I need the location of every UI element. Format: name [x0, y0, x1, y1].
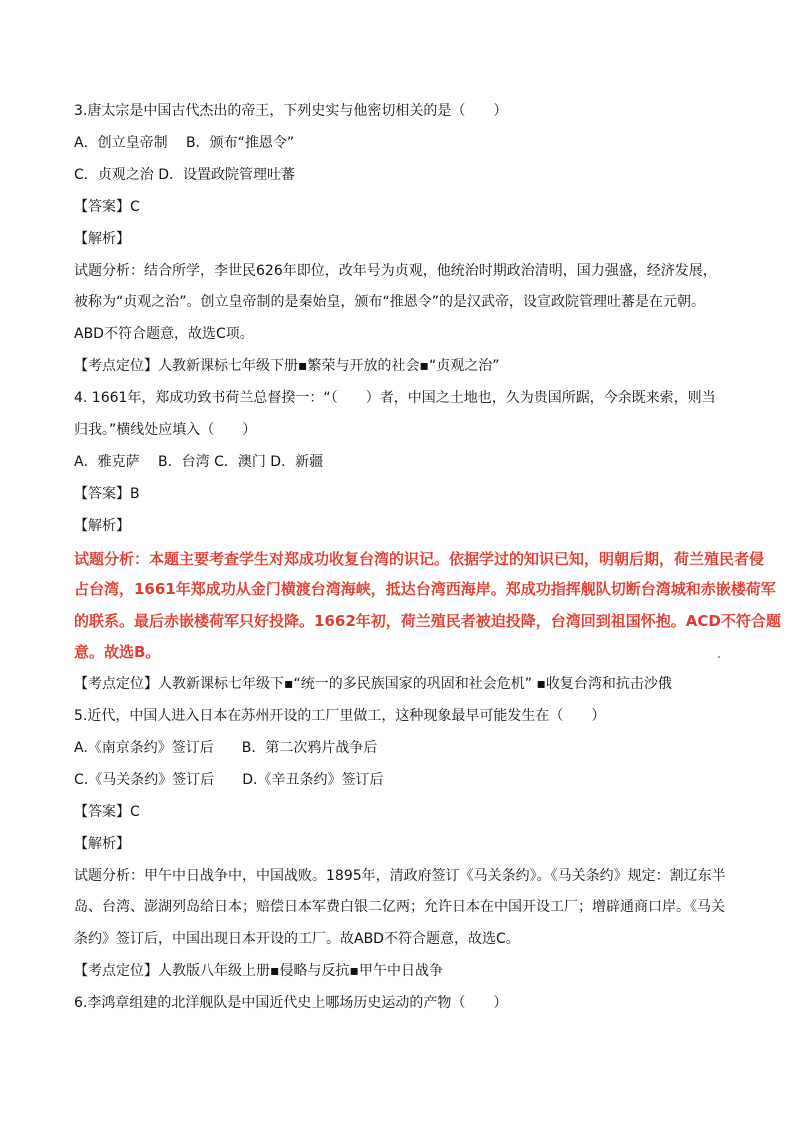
q4-analysis-line-1: 试题分析：本题主要考查学生对郑成功收复台湾的识记。依据学过的知识已知，明朝后期，荷兰殖民者侵 [74, 550, 765, 568]
q3-analysis-label: 【解析】 [74, 231, 130, 247]
q4-answer: 【答案】B [74, 486, 140, 502]
q5-answer: 【答案】C [74, 804, 140, 820]
q3-analysis-line-2: 被称为“贞观之治”。创立皇帝制的是秦始皇，颁布“推恩令”的是汉武帝，设宣政院管理吐蕃是在元朝。 [74, 294, 706, 310]
q3-options-1: A．创立皇帝制 B．颁布“推恩令” [74, 135, 295, 151]
stray-dot [718, 656, 720, 658]
q4-analysis-label: 【解析】 [74, 518, 130, 534]
q5-analysis-line-1: 试题分析：甲午中日战争中，中国战败。1895年，清政府签订《马关条约》。《马关条约》规定：割辽东半 [74, 868, 726, 884]
q3-question: 3.唐太宗是中国古代杰出的帝王，下列史实与他密切相关的是（ ） [74, 103, 508, 119]
q5-analysis-line-2: 岛、台湾、澎湖列岛给日本；赔偿日本军费白银二亿两；允许日本在中国开设工厂；增辟通商口岸。《马关 [74, 899, 725, 915]
q5-options-1: A.《南京条约》签订后 B．第二次鸦片战争后 [74, 740, 378, 756]
q3-analysis-line-3: ABD不符合题意，故选C项。 [74, 326, 254, 342]
q3-options-2: C．贞观之治 D．设置政院管理吐蕃 [74, 167, 296, 183]
q5-analysis-line-3: 条约》签订后，中国出现日本开设的工厂。故ABD不符合题意，故选C。 [74, 931, 520, 947]
q3-kaodian: 【考点定位】人教新课标七年级下册▪繁荣与开放的社会▪“贞观之治” [74, 358, 500, 374]
q3-analysis-line-1: 试题分析：结合所学，李世民626年即位，改年号为贞观，他统治时期政治清明，国力强盛，经济发展， [74, 263, 717, 279]
q4-analysis-line-3: 的联系。最后赤嵌楼荷军只好投降。1662年初，荷兰殖民者被迫投降，台湾回到祖国怀抱。ACD不符合题 [74, 612, 781, 630]
q5-analysis-label: 【解析】 [74, 836, 130, 852]
q4-analysis-line-2: 占台湾，1661年郑成功从金门横渡台湾海峡，抵达台湾西海岸。郑成功指挥舰队切断台湾城和赤嵌楼荷军 [74, 580, 776, 598]
q3-answer: 【答案】C [74, 199, 140, 215]
q4-kaodian: 【考点定位】人教新课标七年级下▪“统一的多民族国家的巩固和社会危机” ▪收复台湾和抗击沙俄 [74, 676, 672, 692]
q4-analysis-line-4: 意。故选B。 [74, 643, 161, 661]
q4-question-line-2: 归我。”横线处应填入（ ） [74, 422, 257, 438]
q5-options-2: C.《马关条约》签订后 D.《辛丑条约》签订后 [74, 772, 384, 788]
q4-options: A．雅克萨 B．台湾 C．澳门 D．新疆 [74, 454, 324, 470]
q5-question: 5.近代，中国人进入日本在苏州开设的工厂里做工，这种现象最早可能发生在（ ） [74, 708, 606, 724]
q4-question-line-1: 4. 1661年，郑成功致书荷兰总督揆一：“（ ）者，中国之土地也，久为贵国所踞，今余既来索，则当 [74, 390, 716, 406]
q6-question: 6.李鸿章组建的北洋舰队是中国近代史上哪场历史运动的产物（ ） [74, 995, 508, 1011]
q5-kaodian: 【考点定位】人教版八年级上册▪侵略与反抗▪甲午中日战争 [74, 963, 443, 979]
